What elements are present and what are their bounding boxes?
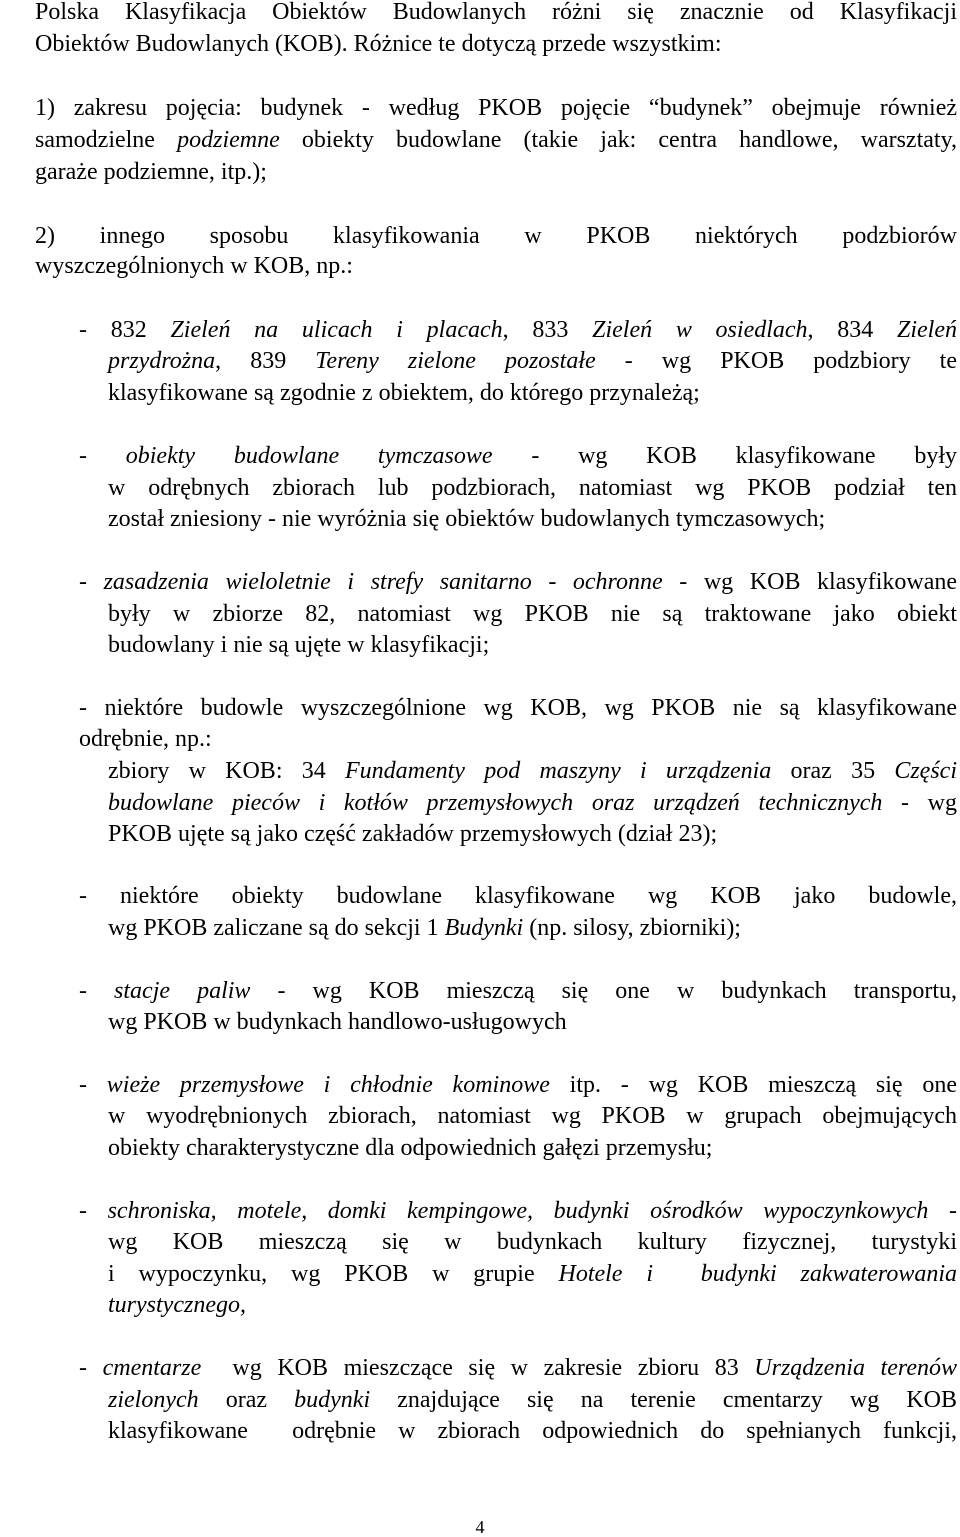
point-2-line-1: 2) innego sposobu klasyfikowania w PKOB niektórych podzbiorów <box>35 223 957 249</box>
item-2-line-2: w odrębnych zbiorach lub podzbiorach, natomiast wg PKOB podział ten <box>108 475 957 501</box>
item-6-line-1: - stacje paliw - wg KOB mieszczą się one w budynkach transportu, <box>79 978 958 1004</box>
item-2-line-3: został zniesiony - nie wyróżnia się obiektów budowlanych tymczasowych; <box>108 506 826 532</box>
item-7-line-2: w wyodrębnionych zbiorach, natomiast wg PKOB w grupach obejmujących <box>108 1103 957 1129</box>
item-2-line-1: - obiekty budowlane tymczasowe - wg KOB klasyfikowane były <box>79 443 958 469</box>
item-3-line-1: - zasadzenia wieloletnie i strefy sanitarno - ochronne - wg KOB klasyfikowane <box>79 569 957 595</box>
point-1-line-3: garaże podziemne, itp.); <box>35 159 267 185</box>
item-4-line-5: PKOB ujęte są jako część zakładów przemysłowych (dział 23); <box>108 821 718 847</box>
item-4-line-4: budowlane pieców i kotłów przemysłowych oraz urządzeń technicznych - wg <box>108 790 957 816</box>
page-number: 4 <box>475 1517 485 1537</box>
item-8-line-2: wg KOB mieszczą się w budynkach kultury fizycznej, turystyki <box>108 1229 957 1255</box>
item-7-line-3: obiekty charakterystyczne dla odpowiednich gałęzi przemysłu; <box>108 1135 713 1161</box>
item-1-line-1: - 832 Zieleń na ulicach i placach, 833 Zieleń w osiedlach, 834 Zieleń <box>79 317 958 343</box>
item-9-line-1: - cmentarze wg KOB mieszczące się w zakresie zbioru 83 Urządzenia terenów <box>79 1355 957 1381</box>
item-9-line-3: klasyfikowane odrębnie w zbiorach odpowiednich do spełnianych funkcji, <box>108 1418 957 1444</box>
intro-line-2: Obiektów Budowlanych (KOB). Różnice te dotyczą przede wszystkim: <box>35 31 722 57</box>
item-6-line-2: wg PKOB w budynkach handlowo-usługowych <box>108 1009 567 1035</box>
item-5-line-2: wg PKOB zaliczane są do sekcji 1 Budynki (np. silosy, zbiorniki); <box>108 915 741 941</box>
item-5-line-1: - niektóre obiekty budowlane klasyfikowane wg KOB jako budowle, <box>79 883 957 909</box>
item-8-line-3: i wypoczynku, wg PKOB w grupie Hotele i budynki zakwaterowania <box>108 1261 957 1287</box>
intro-line-1: Polska Klasyfikacja Obiektów Budowlanych różni się znacznie od Klasyfikacji <box>35 0 957 25</box>
item-4-line-1: - niektóre budowle wyszczególnione wg KOB, wg PKOB nie są klasyfikowane <box>79 695 957 721</box>
item-3-line-3: budowlany i nie są ujęte w klasyfikacji; <box>108 632 490 658</box>
item-7-line-1: - wieże przemysłowe i chłodnie kominowe itp. - wg KOB mieszczą się one <box>79 1072 957 1098</box>
point-1-line-2: samodzielne podziemne obiekty budowlane (takie jak: centra handlowe, warsztaty, <box>35 127 958 153</box>
item-4-line-3: zbiory w KOB: 34 Fundamenty pod maszyny i urządzenia oraz 35 Części <box>108 758 957 784</box>
item-1-line-2: przydrożna, 839 Tereny zielone pozostałe - wg PKOB podzbiory te <box>108 348 957 374</box>
point-1-line-1: 1) zakresu pojęcia: budynek - według PKOB pojęcie “budynek” obejmuje również <box>35 95 957 121</box>
item-8-line-1: - schroniska, motele, domki kempingowe, budynki ośrodków wypoczynkowych - <box>79 1198 957 1224</box>
item-8-line-4: turystycznego, <box>108 1292 246 1318</box>
item-3-line-2: były w zbiorze 82, natomiast wg PKOB nie są traktowane jako obiekt <box>108 601 957 627</box>
item-1-line-3: klasyfikowane są zgodnie z obiektem, do którego przynależą; <box>108 380 700 406</box>
item-4-line-2: odrębnie, np.: <box>79 726 212 752</box>
item-9-line-2: zielonych oraz budynki znajdujące się na terenie cmentarzy wg KOB <box>108 1387 958 1413</box>
point-2-line-2: wyszczególnionych w KOB, np.: <box>35 253 353 279</box>
